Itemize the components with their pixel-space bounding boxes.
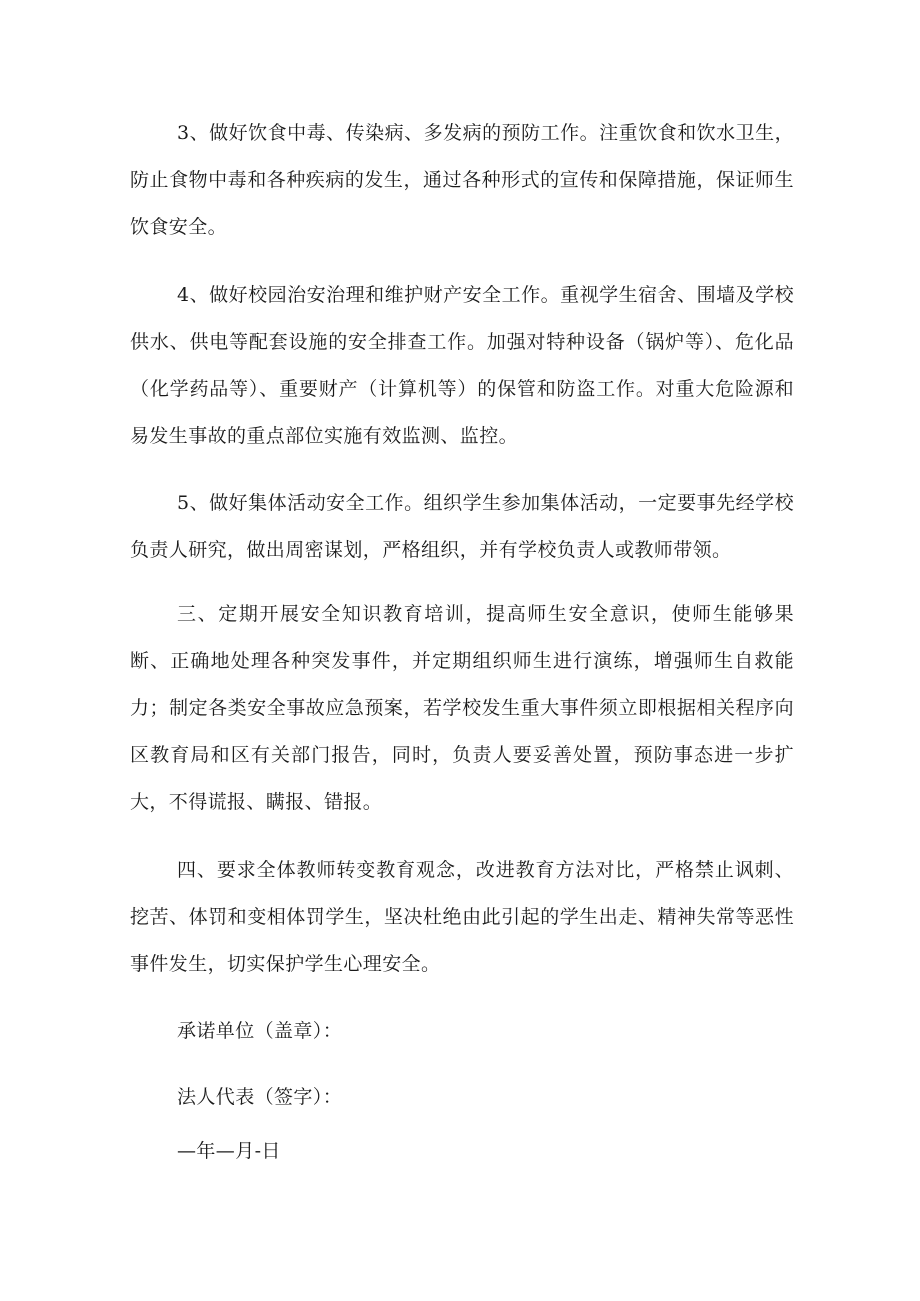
paragraph-section-4: 四、要求全体教师转变教育观念，改进教育方法对比，严格禁止讽刺、挖苦、体罚和变相体罚学生，坚决杜绝由此引起的学生出走、精神失常等恶性事件发生，切实保护学生心理安全。	[130, 859, 794, 975]
paragraph-item-5: 5、做好集体活动安全工作。组织学生参加集体活动，一定要事先经学校负责人研究，做出周密谋划，严格组织，并有学校负责人或教师带领。	[130, 492, 794, 561]
signature-unit-label: 承诺单位（盖章）：	[177, 1020, 343, 1042]
paragraph-item-4: 4、做好校园治安治理和维护财产安全工作。重视学生宿舍、围墙及学校供水、供电等配套设施的安全排查工作。加强对特种设备（锅炉等）、危化品（化学药品等）、重要财产（计算机等）的保管和防盗工作。对重大危险源和易发生事故的重点部位实施有效监测、监控。	[130, 284, 794, 447]
signature-date-label: —年—月-日	[177, 1140, 281, 1162]
signature-representative-label: 法人代表（签字）：	[177, 1086, 343, 1108]
paragraph-section-3: 三、定期开展安全知识教育培训，提高师生安全意识，使师生能够果断、正确地处理各种突发事件，并定期组织师生进行演练，增强师生自救能力；制定各类安全事故应急预案，若学校发生重大事件须立即根据相关程序向区教育局和区有关部门报告，同时，负责人要妥善处置，预防事态进一步扩大，不得谎报、瞒报、错报。	[130, 603, 794, 813]
paragraph-item-3: 3、做好饮食中毒、传染病、多发病的预防工作。注重饮食和饮水卫生，防止食物中毒和各种疾病的发生，通过各种形式的宣传和保障措施，保证师生饮食安全。	[130, 122, 794, 238]
